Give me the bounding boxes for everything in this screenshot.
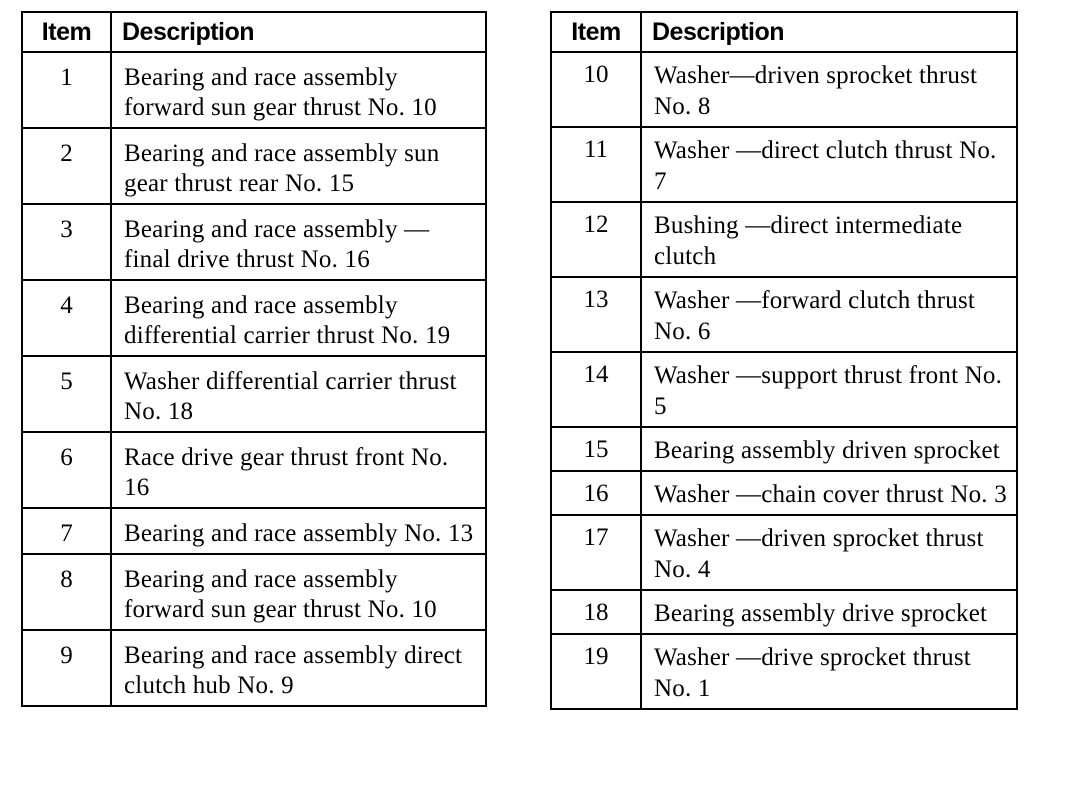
table-row [22, 554, 486, 630]
item-column-header: Item [551, 12, 641, 52]
description-column-header: Description [641, 12, 1017, 52]
table-row [551, 634, 1017, 709]
table-row [551, 590, 1017, 634]
item-number: 6 [22, 432, 111, 508]
item-number: 5 [22, 356, 111, 432]
item-description: Washer —forward clutch thrust No. 6 [641, 277, 1017, 352]
item-description: Washer —support thrust front No. 5 [641, 352, 1017, 427]
item-number: 16 [551, 471, 641, 515]
item-description: Bearing and race assembly direct clutch hub No. 9 [111, 630, 486, 706]
item-number: 4 [22, 280, 111, 356]
table-row [22, 630, 486, 706]
parts-table-left [21, 11, 487, 707]
item-number: 17 [551, 515, 641, 590]
item-number: 18 [551, 590, 641, 634]
item-column-header: Item [22, 12, 111, 52]
item-number: 3 [22, 204, 111, 280]
table-row [22, 204, 486, 280]
table-row [551, 515, 1017, 590]
item-number: 19 [551, 634, 641, 709]
item-description: Washer differential carrier thrust No. 18 [111, 356, 486, 432]
item-description: Bearing and race assembly — final drive thrust No. 16 [111, 204, 486, 280]
table-row [551, 471, 1017, 515]
item-number: 14 [551, 352, 641, 427]
item-number: 7 [22, 508, 111, 554]
item-description: Washer —chain cover thrust No. 3 [641, 471, 1017, 515]
item-description: Bearing and race assembly sun gear thrust rear No. 15 [111, 128, 486, 204]
item-number: 1 [22, 52, 111, 128]
item-number: 15 [551, 427, 641, 471]
item-number: 10 [551, 52, 641, 127]
description-column-header: Description [111, 12, 486, 52]
item-number: 11 [551, 127, 641, 202]
table-row [551, 52, 1017, 127]
table-row [22, 52, 486, 128]
item-description: Bearing and race assembly No. 13 [111, 508, 486, 554]
table-row [22, 280, 486, 356]
parts-table-right [550, 11, 1018, 710]
item-description: Race drive gear thrust front No. 16 [111, 432, 486, 508]
table-row [22, 356, 486, 432]
table-row [551, 202, 1017, 277]
item-number: 2 [22, 128, 111, 204]
item-description: Washer —driven sprocket thrust No. 4 [641, 515, 1017, 590]
table-row [551, 427, 1017, 471]
header-row [551, 12, 1017, 52]
header-row [22, 12, 486, 52]
table-row [551, 277, 1017, 352]
item-description: Washer—driven sprocket thrust No. 8 [641, 52, 1017, 127]
item-description: Bearing assembly drive sprocket [641, 590, 1017, 634]
table-row [22, 128, 486, 204]
item-number: 13 [551, 277, 641, 352]
item-number: 9 [22, 630, 111, 706]
item-description: Bearing and race assembly differential carrier thrust No. 19 [111, 280, 486, 356]
table-row [22, 432, 486, 508]
item-description: Bearing and race assembly forward sun gear thrust No. 10 [111, 554, 486, 630]
table-row [551, 127, 1017, 202]
item-description: Washer —direct clutch thrust No. 7 [641, 127, 1017, 202]
item-number: 12 [551, 202, 641, 277]
item-description: Washer —drive sprocket thrust No. 1 [641, 634, 1017, 709]
item-description: Bearing assembly driven sprocket [641, 427, 1017, 471]
item-description: Bearing and race assembly forward sun gear thrust No. 10 [111, 52, 486, 128]
item-description: Bushing —direct intermediate clutch [641, 202, 1017, 277]
item-number: 8 [22, 554, 111, 630]
table-row [551, 352, 1017, 427]
table-row [22, 508, 486, 554]
